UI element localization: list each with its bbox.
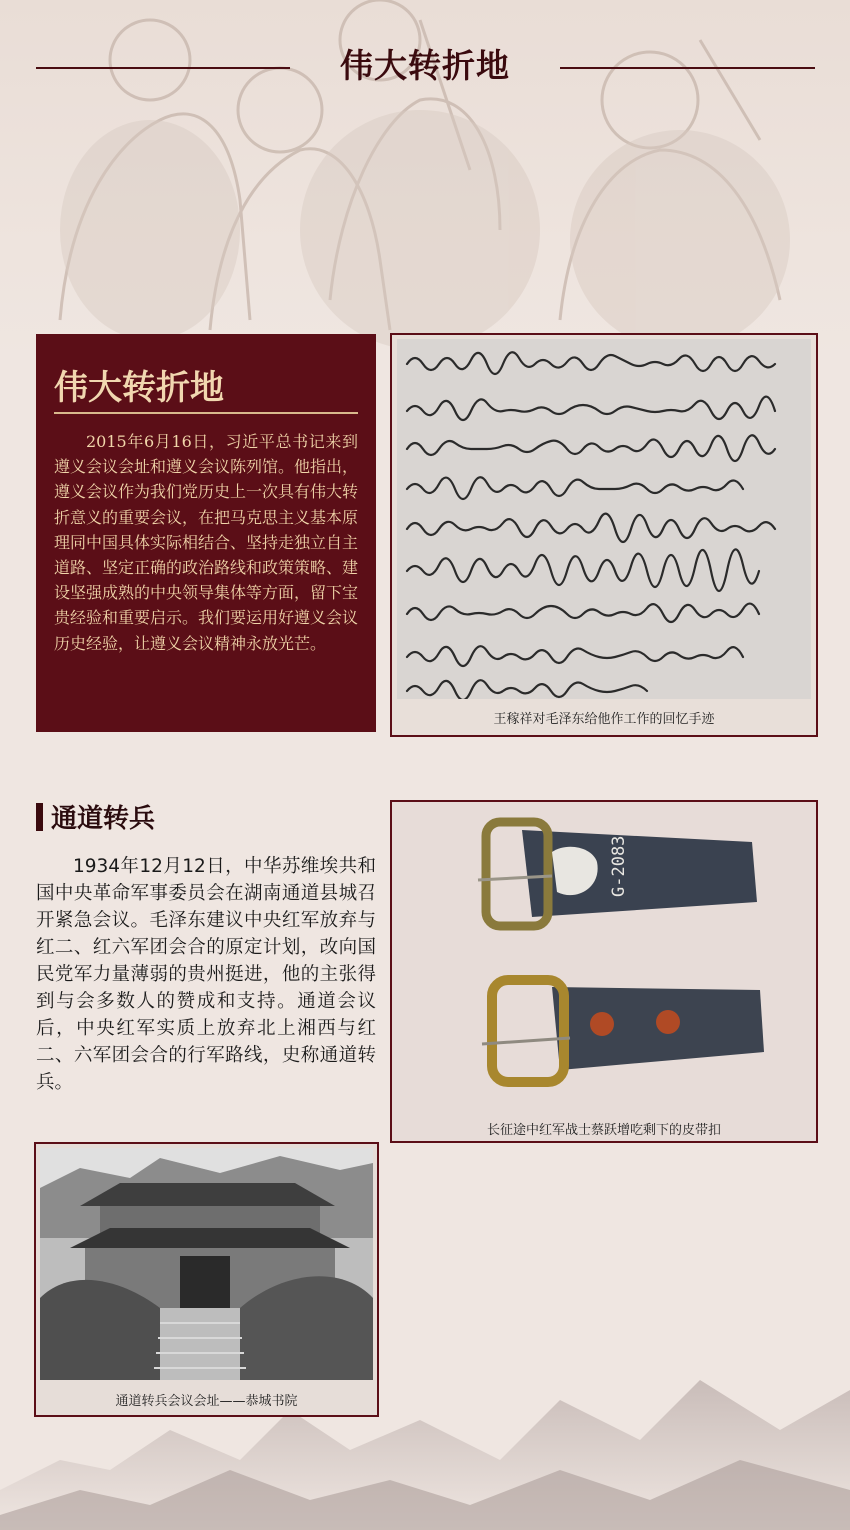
heading-bar-marker <box>36 803 43 831</box>
page-title: 伟大转折地 <box>340 46 510 85</box>
section-text: 1934年12月12日，中华苏维埃共和国中央革命军事委员会在湖南通道县城召开紧急会议。毛泽东建议中央红军放弃与红二、红六军团会合的原定计划，改向国民党军力量薄弱的贵州挺进，他的主张得到与会多数人的赞成和支持。通道会议后，中央红军实质上放弃北上湘西与红二、六军团会合的行军路线，史称通道转兵。 <box>36 856 376 1093</box>
intro-heading: 伟大转折地 <box>54 368 224 408</box>
building-figure <box>34 1142 379 1417</box>
buckle-tag-text: G-2083 <box>609 835 629 897</box>
manuscript-image <box>397 339 811 699</box>
buckle-figure <box>390 800 818 1143</box>
intro-text: 2015年6月16日，习近平总书记来到遵义会议会址和遵义会议陈列馆。他指出，遵义会议作为我们党历史上一次具有伟大转折意义的重要会议，在把马克思主义基本原理同中国具体实际相结合、坚持走独立自主道路、坚定正确的政治路线和政策策略、建设坚强成熟的中央领导集体等方面，留下宝贵经验和重要启示。我们要运用好遵义会议历史经验，让遵义会议精神永放光芒。 <box>54 432 359 653</box>
intro-panel <box>36 334 376 732</box>
section-heading <box>36 798 155 835</box>
manuscript-caption: 王稼祥对毛泽东给他作工作的回忆手迹 <box>493 712 715 727</box>
building-caption: 通道转兵会议会址——恭城书院 <box>115 1394 298 1409</box>
section-heading-text: 通道转兵 <box>51 804 156 834</box>
manuscript-figure <box>390 333 818 737</box>
intro-divider <box>54 412 358 414</box>
building-photo <box>40 1148 373 1380</box>
buckle-image <box>392 802 816 1102</box>
buckle-caption: 长征途中红军战士蔡跃增吃剩下的皮带扣 <box>486 1123 721 1138</box>
